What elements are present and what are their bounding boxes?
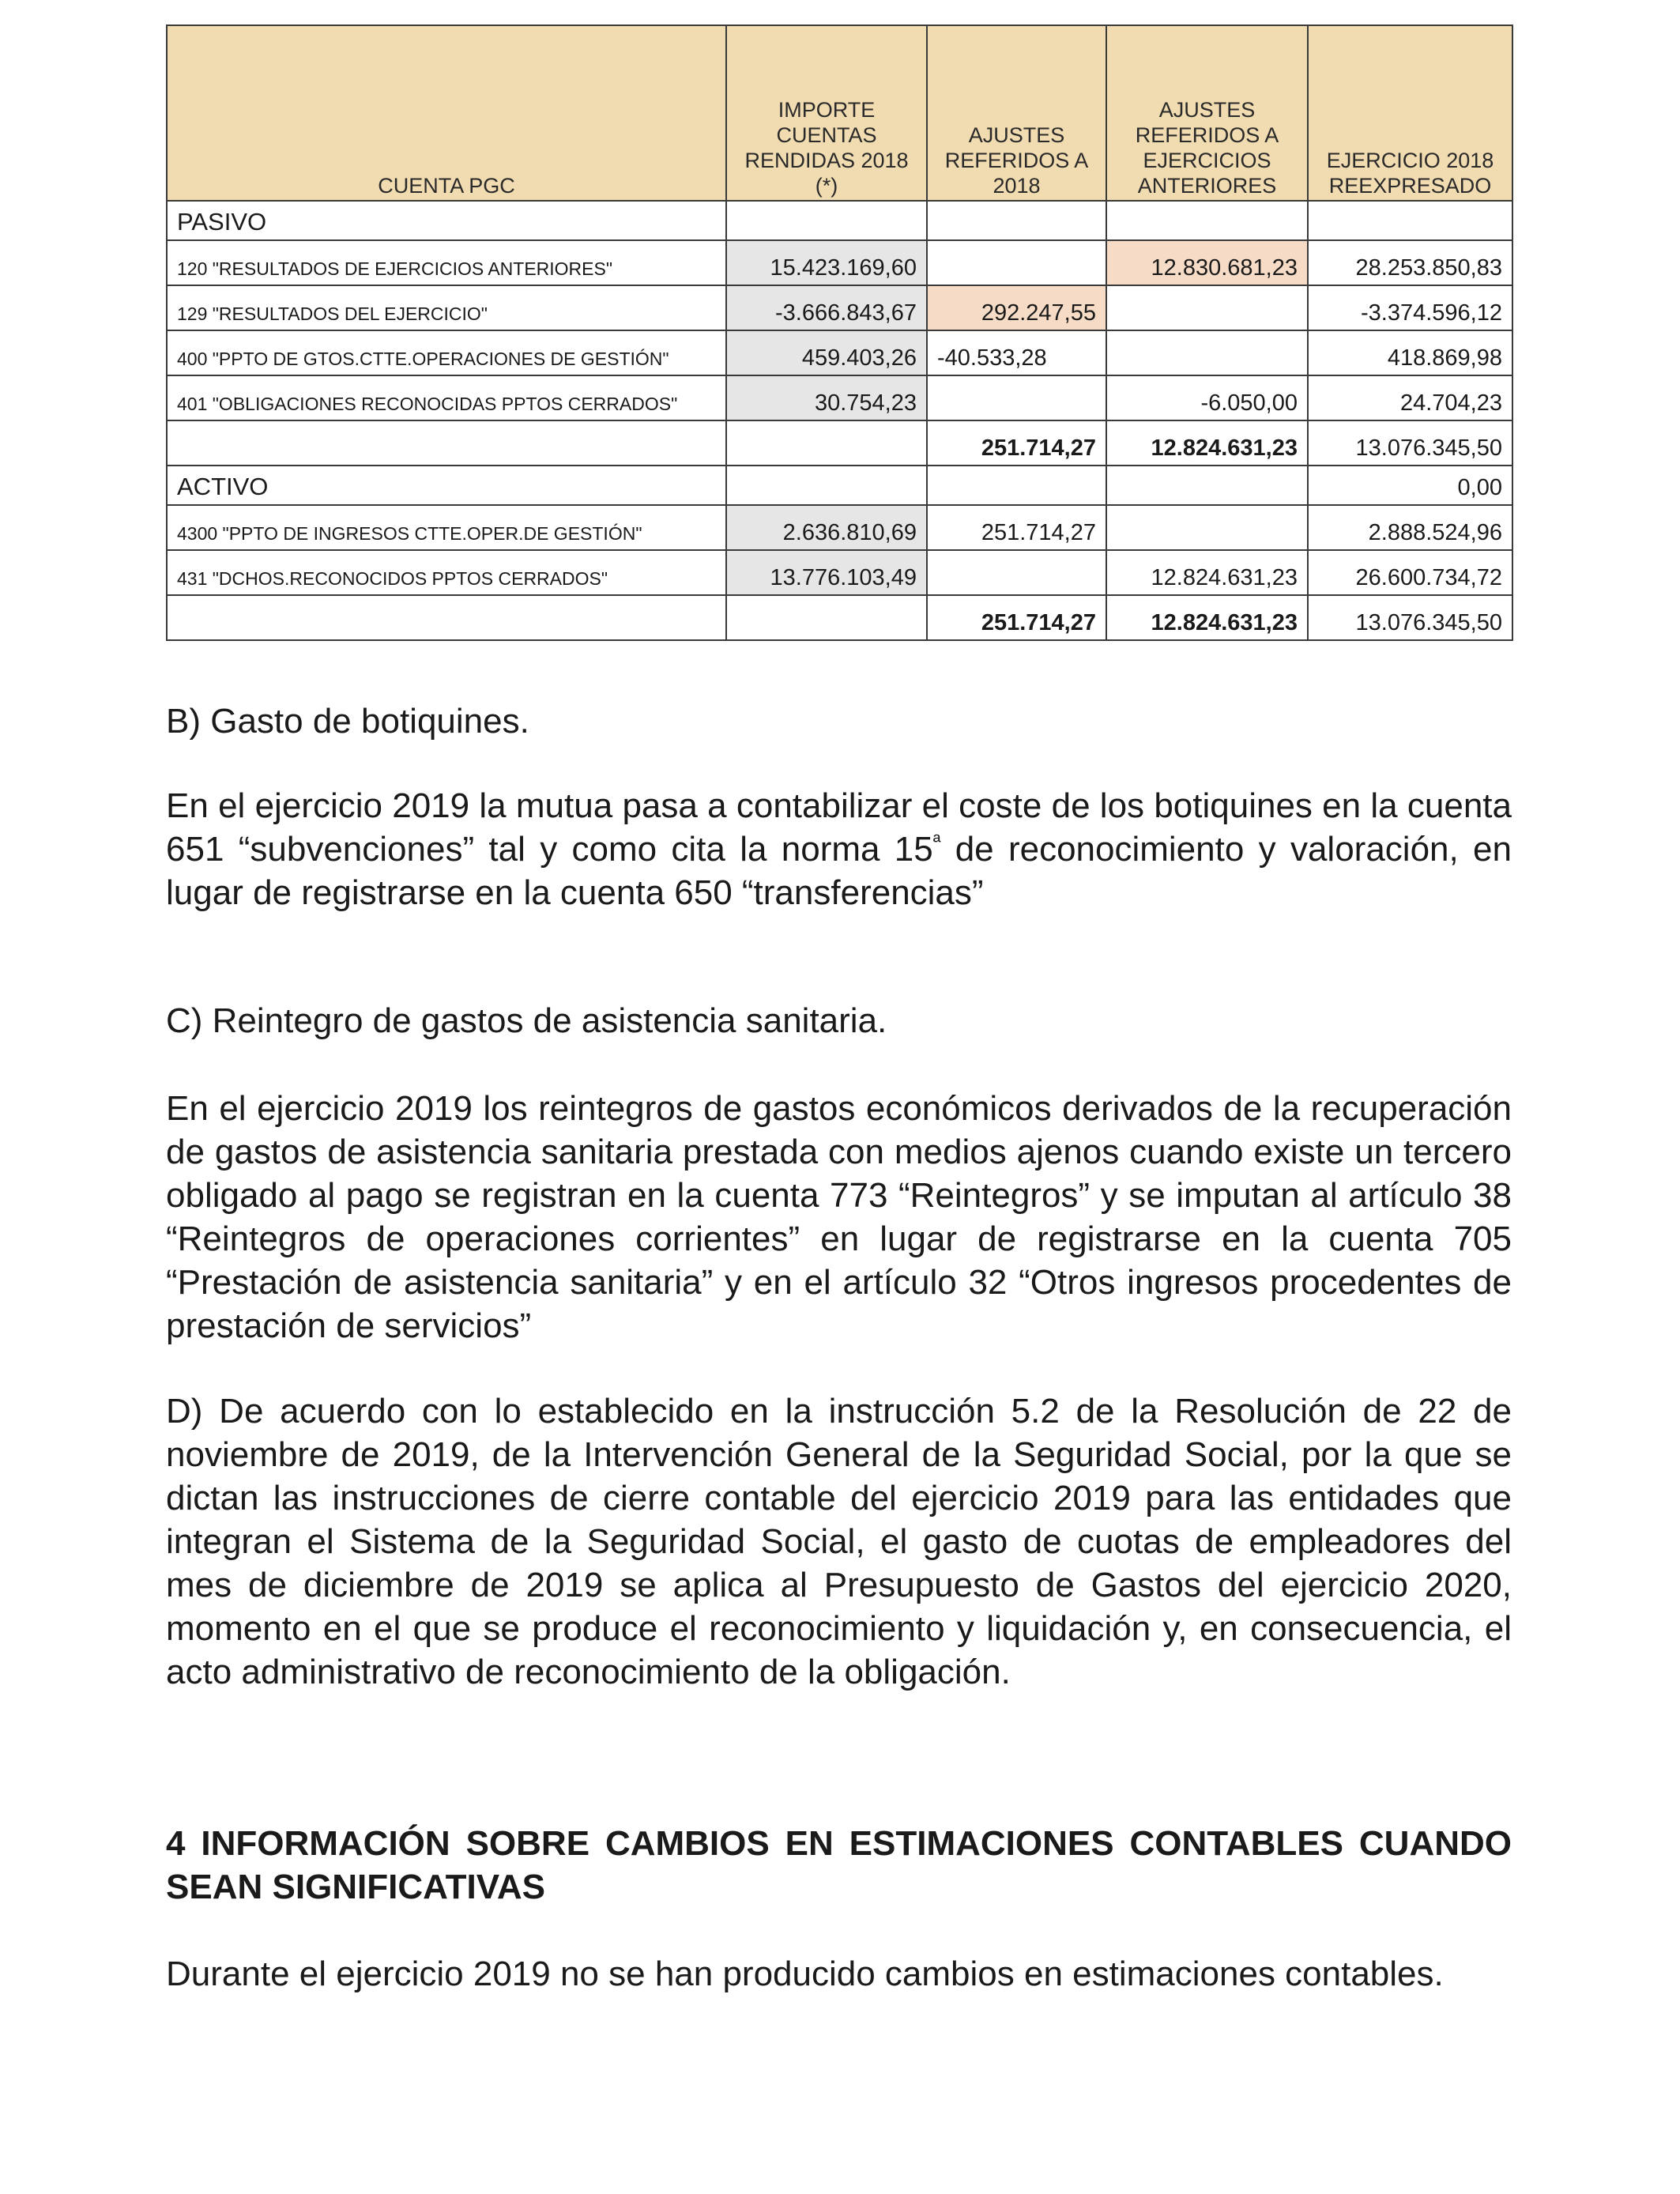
ajuste-2018-cell xyxy=(927,550,1106,595)
account-label: 120 "RESULTADOS DE EJERCICIOS ANTERIORES" xyxy=(167,240,726,285)
adjustments-table xyxy=(166,25,1513,641)
total-reexpresado: 13.076.345,50 xyxy=(1308,595,1512,640)
ajuste-2018-cell: 292.247,55 xyxy=(927,285,1106,330)
section-label-pasivo: PASIVO xyxy=(167,201,726,240)
empty-cell xyxy=(1308,201,1512,240)
account-label: 400 "PPTO DE GTOS.CTTE.OPERACIONES DE GESTIÓN" xyxy=(167,330,726,375)
importe-cell: -3.666.843,67 xyxy=(726,285,927,330)
account-label: 401 "OBLIGACIONES RECONOCIDAS PPTOS CERRADOS" xyxy=(167,375,726,420)
header-line: EJERCICIOS xyxy=(1143,149,1271,172)
header-ajustes-2018 xyxy=(927,25,1106,201)
section-b-paragraph xyxy=(166,784,1512,914)
reexpresado-cell: 26.600.734,72 xyxy=(1308,550,1512,595)
importe-cell: 30.754,23 xyxy=(726,375,927,420)
total-ajuste-2018: 251.714,27 xyxy=(927,595,1106,640)
account-label: 431 "DCHOS.RECONOCIDOS PPTOS CERRADOS" xyxy=(167,550,726,595)
reexpresado-cell: 24.704,23 xyxy=(1308,375,1512,420)
header-line: (*) xyxy=(815,174,838,198)
reexpresado-cell: 28.253.850,83 xyxy=(1308,240,1512,285)
table-row xyxy=(167,550,1512,595)
section-b-text-start: En el ejercicio 2019 la mutua pasa a contabilizar el coste de los botiquines en la cuenta 651 “subvenciones” tal y como cita la norma 15 xyxy=(166,786,1512,869)
empty-cell xyxy=(927,201,1106,240)
ajuste-2018-cell: -40.533,28 xyxy=(927,330,1106,375)
total-ajuste-2018: 251.714,27 xyxy=(927,420,1106,466)
empty-cell xyxy=(726,420,927,466)
activo-header-value: 0,00 xyxy=(1308,466,1512,505)
header-line: 2018 xyxy=(993,174,1041,198)
section-4-paragraph: Durante el ejercicio 2019 no se han producido cambios en estimaciones contables. xyxy=(166,1955,1444,1993)
ajuste-2018-cell: 251.714,27 xyxy=(927,505,1106,550)
importe-cell: 13.776.103,49 xyxy=(726,550,927,595)
table-row xyxy=(167,330,1512,375)
table-header-row xyxy=(167,25,1512,201)
header-line: REFERIDOS A xyxy=(1135,123,1279,147)
table-row xyxy=(167,375,1512,420)
importe-cell: 15.423.169,60 xyxy=(726,240,927,285)
superscript-ordinal: ª xyxy=(932,829,941,854)
reexpresado-cell: 418.869,98 xyxy=(1308,330,1512,375)
section-b-text-end: de reconocimiento y valoración, en lugar de registrarse en la cuenta 650 “transferencias” xyxy=(166,830,1512,912)
empty-cell xyxy=(726,201,927,240)
header-line: AJUSTES xyxy=(968,123,1065,147)
section-d-paragraph: D) De acuerdo con lo establecido en la instrucción 5.2 de la Resolución de 22 de noviembre de 2019, de la Intervención General de la Seguridad Social, por la que se dictan las instrucciones de cierre contable del ejercicio 2019 para las entidades que integran el Sistema de la Seguridad Social, el gasto de cuotas de empleadores del mes de diciembre de 2019 se aplica al Presupuesto de Gastos del ejercicio 2020, momento en el que se produce el reconocimiento y liquidación y, en consecuencia, el acto administrativo de reconocimiento de la obligación. xyxy=(166,1392,1512,1691)
empty-cell xyxy=(726,595,927,640)
header-ejercicio-reexpresado xyxy=(1308,25,1512,201)
reexpresado-cell: 2.888.524,96 xyxy=(1308,505,1512,550)
reexpresado-cell: -3.374.596,12 xyxy=(1308,285,1512,330)
section-c-paragraph: En el ejercicio 2019 los reintegros de gastos económicos derivados de la recuperación de gastos de asistencia sanitaria prestada con medios ajenos cuando existe un tercero obligado al pago se registran en la cuenta 773 “Reintegros” y se imputan al artículo 38 “Reintegros de operaciones corrientes” en lugar de registrarse en la cuenta 705 “Prestación de asistencia sanitaria” y en el artículo 32 “Otros ingresos procedentes de prestación de servicios” xyxy=(166,1089,1512,1345)
section-c-title: C) Reintegro de gastos de asistencia sanitaria. xyxy=(166,1001,887,1040)
ajuste-anteriores-cell xyxy=(1106,505,1308,550)
table-row xyxy=(167,505,1512,550)
importe-cell: 2.636.810,69 xyxy=(726,505,927,550)
empty-cell xyxy=(1106,466,1308,505)
table-row xyxy=(167,285,1512,330)
ajuste-anteriores-cell xyxy=(1106,330,1308,375)
header-line: RENDIDAS 2018 xyxy=(744,149,909,172)
total-ajuste-anteriores: 12.824.631,23 xyxy=(1106,420,1308,466)
total-row-activo xyxy=(167,595,1512,640)
empty-cell xyxy=(927,466,1106,505)
account-label: 4300 "PPTO DE INGRESOS CTTE.OPER.DE GESTIÓN" xyxy=(167,505,726,550)
header-line: AJUSTES xyxy=(1158,98,1256,122)
table-row xyxy=(167,240,1512,285)
empty-cell xyxy=(167,595,726,640)
account-label: 129 "RESULTADOS DEL EJERCICIO" xyxy=(167,285,726,330)
section-b-title: B) Gasto de botiquines. xyxy=(166,702,529,741)
total-reexpresado: 13.076.345,50 xyxy=(1308,420,1512,466)
ajuste-anteriores-cell: -6.050,00 xyxy=(1106,375,1308,420)
ajuste-anteriores-cell: 12.824.631,23 xyxy=(1106,550,1308,595)
header-line: CUENTAS xyxy=(776,123,877,147)
header-line: EJERCICIO 2018 xyxy=(1326,149,1494,172)
total-row-pasivo xyxy=(167,420,1512,466)
empty-cell xyxy=(167,420,726,466)
section-row-activo xyxy=(167,466,1512,505)
section-row-pasivo xyxy=(167,201,1512,240)
ajuste-2018-cell xyxy=(927,375,1106,420)
header-line: IMPORTE xyxy=(778,98,876,122)
adjustments-table-container xyxy=(166,25,1512,641)
ajuste-anteriores-cell: 12.830.681,23 xyxy=(1106,240,1308,285)
header-line: REEXPRESADO xyxy=(1328,174,1492,198)
header-ajustes-ejercicios-anteriores xyxy=(1106,25,1308,201)
empty-cell xyxy=(1106,201,1308,240)
header-cuenta-pgc: CUENTA PGC xyxy=(167,25,726,201)
section-label-activo: ACTIVO xyxy=(167,466,726,505)
empty-cell xyxy=(726,466,927,505)
ajuste-anteriores-cell xyxy=(1106,285,1308,330)
importe-cell: 459.403,26 xyxy=(726,330,927,375)
section-4-heading: 4 INFORMACIÓN SOBRE CAMBIOS EN ESTIMACIONES CONTABLES CUANDO SEAN SIGNIFICATIVAS xyxy=(166,1824,1512,1906)
total-ajuste-anteriores: 12.824.631,23 xyxy=(1106,595,1308,640)
header-line: ANTERIORES xyxy=(1137,174,1277,198)
header-importe-cuentas-rendidas xyxy=(726,25,927,201)
header-line: REFERIDOS A xyxy=(944,149,1089,172)
ajuste-2018-cell xyxy=(927,240,1106,285)
